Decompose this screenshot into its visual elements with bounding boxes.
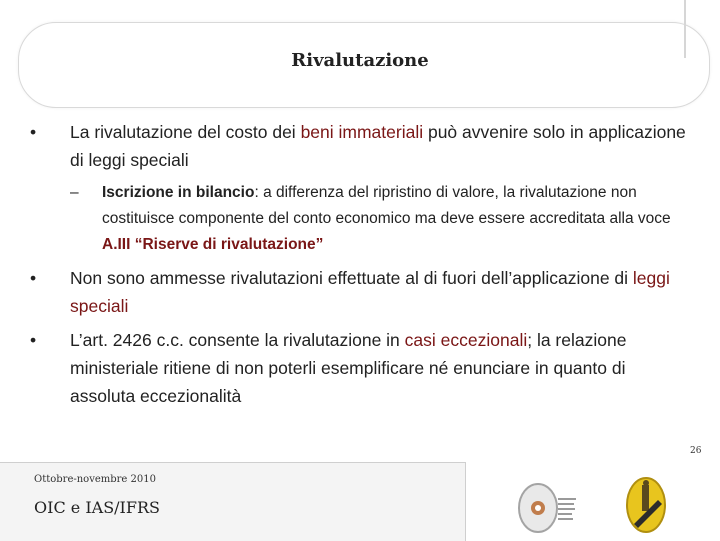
footer-title: OIC e IAS/IFRS [34,498,160,517]
bullet-icon: • [30,330,37,350]
bullet-icon: • [30,122,37,142]
dash-icon: – [70,184,79,201]
highlight-text: beni immateriali [300,122,424,142]
sub-bullet-item: – Iscrizione in bilancio: a differenza del ripristino di valore, la rivalutazione non costituisce componente del conto economico ma deve essere accreditata alla voce A.III “Riserve di rivalutazione” [30,180,690,258]
slide-title: Rivalutazione [291,50,429,71]
emblem-logo-icon [624,474,670,536]
bullet-icon: • [30,268,37,288]
bullet-item: • Non sono ammesse rivalutazioni effettuate al di fuori dell’applicazione di leggi speciali [30,264,690,320]
highlight-text: casi eccezionali [404,330,528,350]
bullet-list [30,118,690,416]
highlight-text: leggi speciali [70,268,670,316]
footer-date: Ottobre-novembre 2010 [34,474,156,485]
bullet-item: • La rivalutazione del costo dei beni immateriali può avvenire solo in applicazione di leggi speciali [30,118,690,174]
highlight-text: A.III “Riserve di rivalutazione” [102,236,324,253]
bullet-item: • L’art. 2426 c.c. consente la rivalutazione in casi eccezionali; la relazione ministeriale ritiene di non poterli esemplificare né enunciare in quanto di assoluta eccezionalità [30,326,690,410]
page-number: 26 [690,446,702,456]
odcec-logo-icon [516,478,578,538]
